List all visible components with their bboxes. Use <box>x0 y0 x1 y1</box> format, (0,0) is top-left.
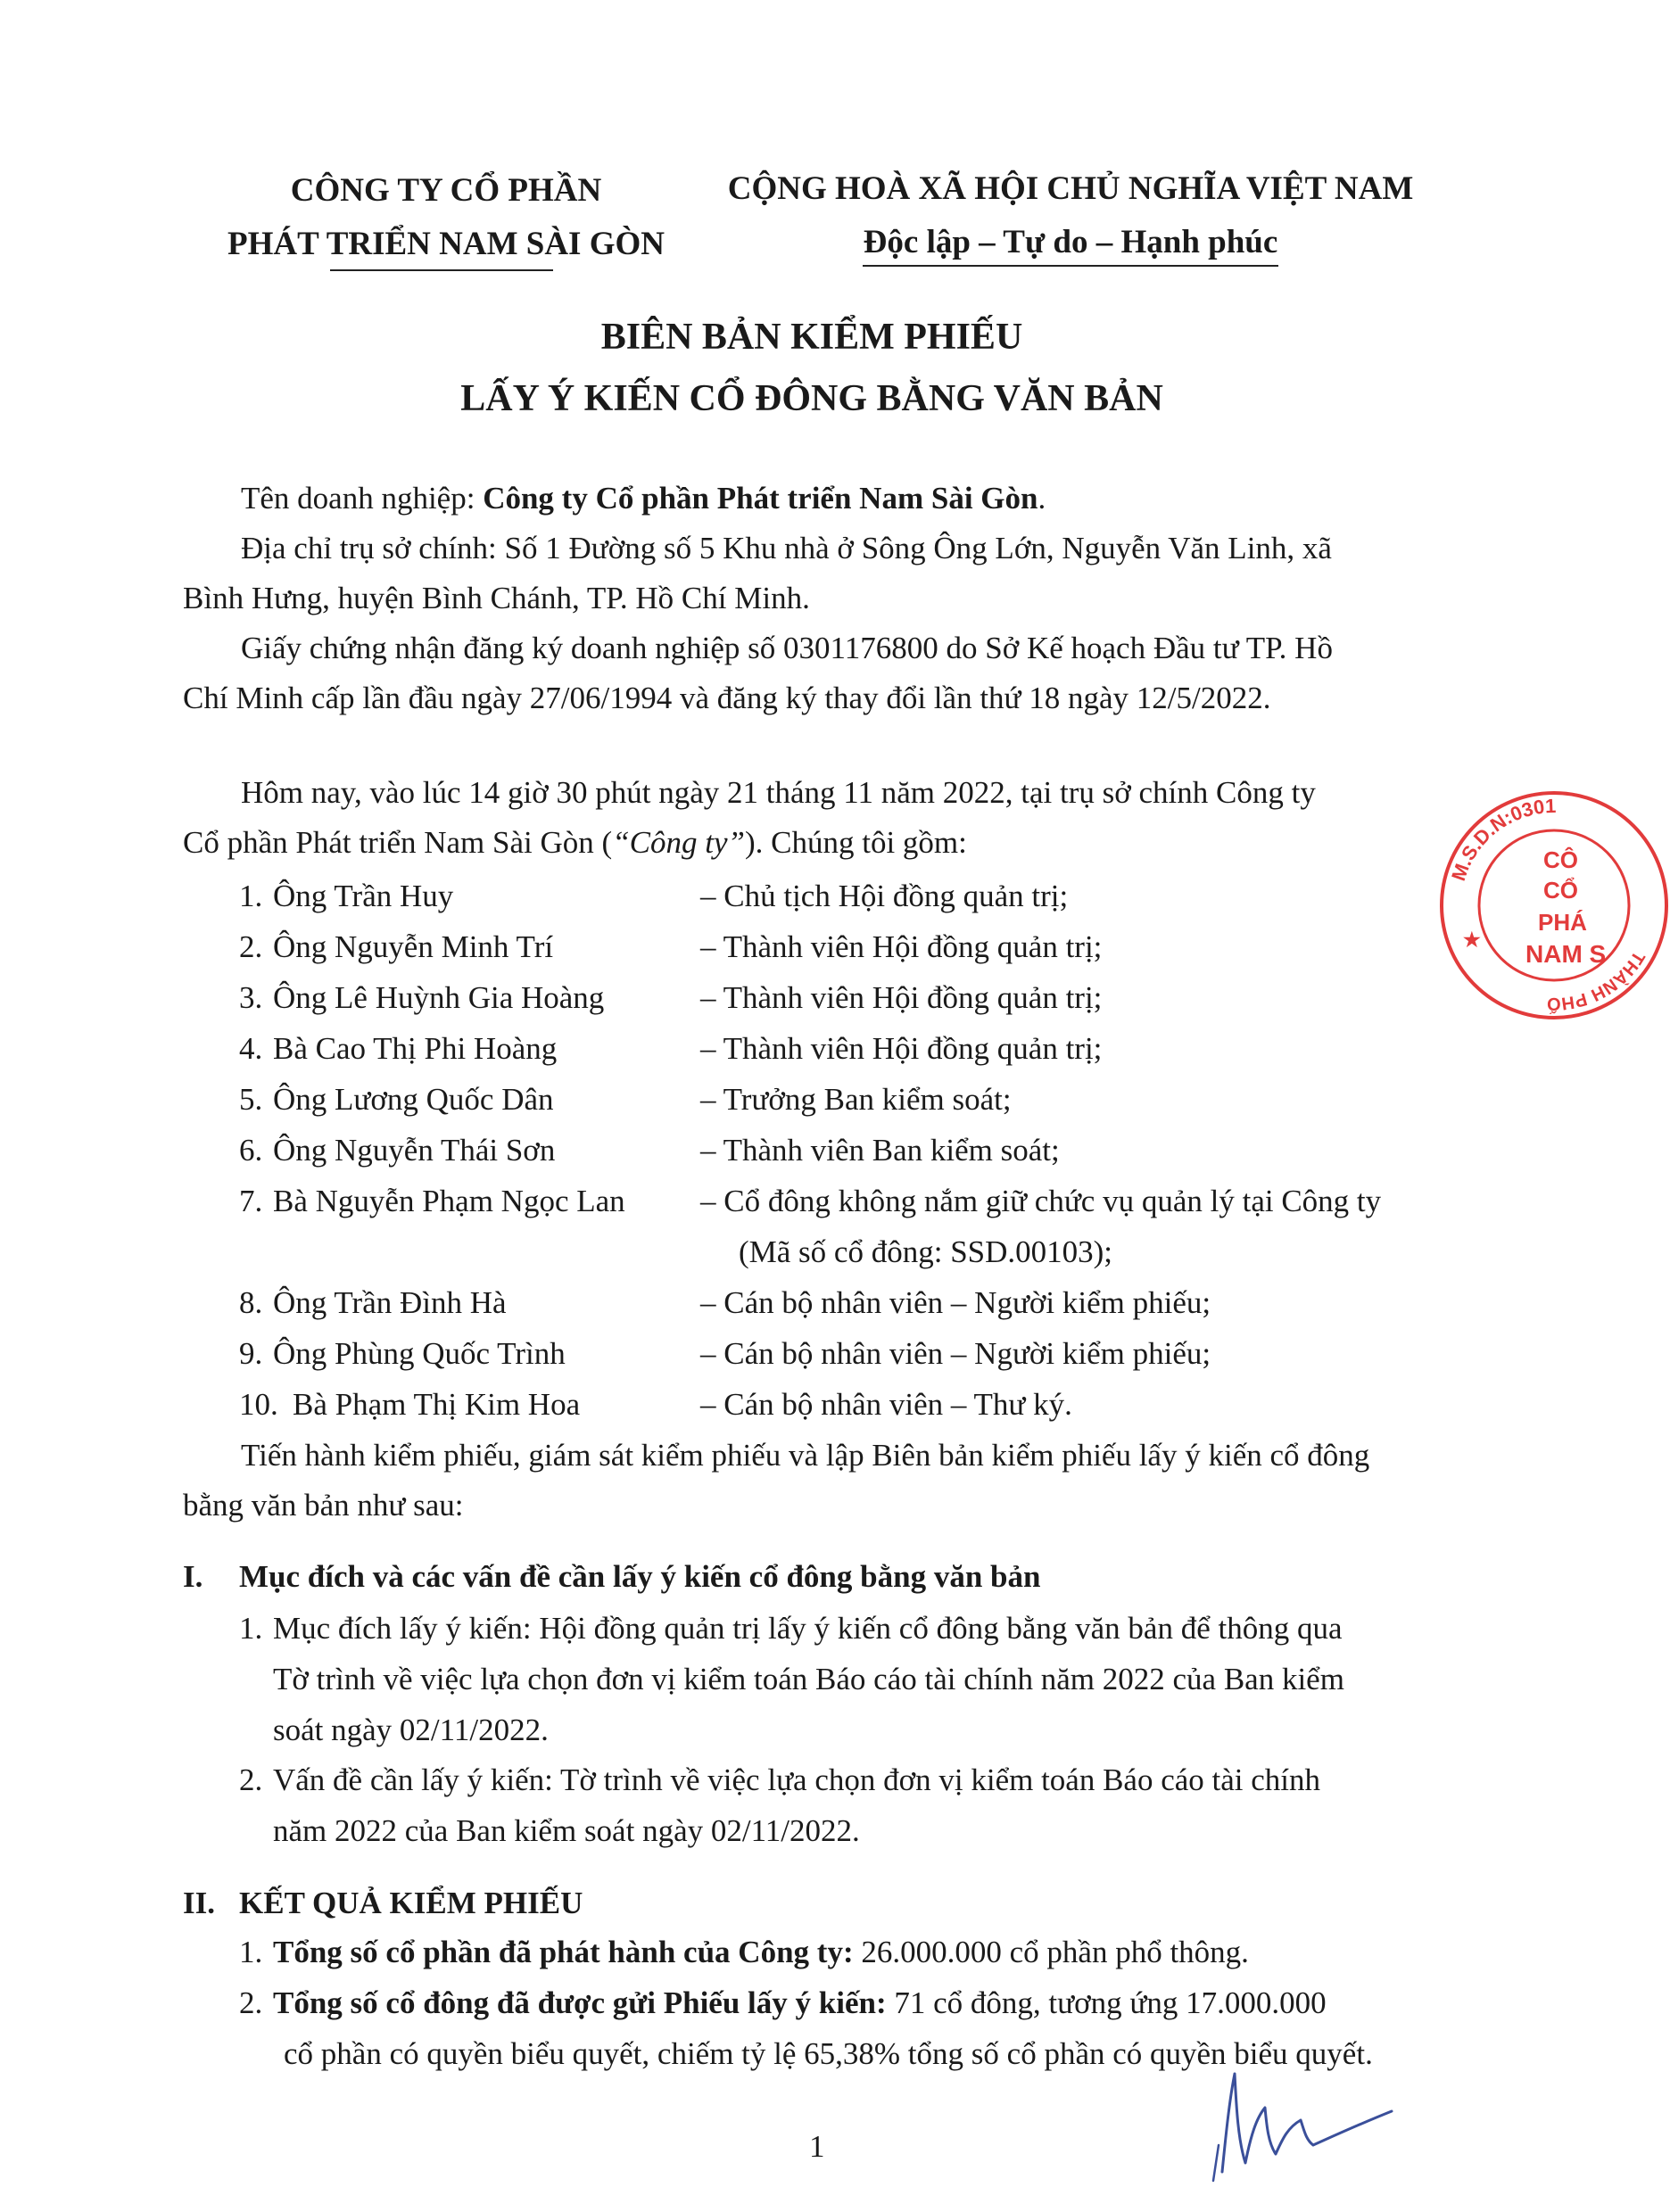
member-name: Ông Trần Huy <box>273 879 454 913</box>
meeting-line2-post: ). Chúng tôi gồm: <box>744 825 967 860</box>
member-number: 6. <box>239 1133 263 1168</box>
page-number: 1 <box>809 2129 825 2164</box>
company-underline <box>330 269 553 271</box>
member-name: Bà Phạm Thị Kim Hoa <box>293 1387 581 1422</box>
member-role: – Thành viên Hội đồng quản trị; <box>700 980 1103 1015</box>
shareholders-sent-value: 71 cổ đông, tương ứng 17.000.000 <box>886 1985 1327 2020</box>
meeting-line2 <box>183 826 967 860</box>
issued-shares-label: Tổng số cổ phần đã phát hành của Công ty: <box>273 1935 854 1969</box>
proceed-line2: bằng văn bản như sau: <box>183 1488 464 1523</box>
seal-line3: PHÁ <box>1538 909 1587 936</box>
member-number: 10. <box>239 1387 278 1422</box>
company-name-line2: PHÁT TRIỂN NAM SÀI GÒN <box>227 226 665 262</box>
section1-item1-line1: Mục đích lấy ý kiến: Hội đồng quản trị lấy ý kiến cổ đông bằng văn bản để thông qua <box>273 1611 1343 1646</box>
member-name: Ông Phùng Quốc Trình <box>273 1336 566 1371</box>
meeting-line2-pre: Cổ phần Phát triển Nam Sài Gòn ( <box>183 825 613 860</box>
license-line2: Chí Minh cấp lần đầu ngày 27/06/1994 và đăng ký thay đổi lần thứ 18 ngày 12/5/2022. <box>183 681 1271 715</box>
meeting-line1: Hôm nay, vào lúc 14 giờ 30 phút ngày 21 tháng 11 năm 2022, tại trụ sở chính Công ty <box>241 775 1316 810</box>
member-name: Bà Nguyễn Phạm Ngọc Lan <box>273 1184 625 1218</box>
member-name: Ông Nguyễn Minh Trí <box>273 929 554 964</box>
member-number: 5. <box>239 1082 263 1117</box>
section1-number: I. <box>183 1559 203 1594</box>
member-number: 9. <box>239 1336 263 1371</box>
seal-city-text: THÀNH PHỐ <box>1546 947 1649 1014</box>
company-name-paragraph <box>241 482 1046 516</box>
member-role: – Thành viên Hội đồng quản trị; <box>700 1031 1103 1066</box>
member-role-continued: (Mã số cổ đông: SSD.00103); <box>739 1234 1113 1269</box>
motto-underline <box>863 265 1278 267</box>
address-line2: Bình Hưng, huyện Bình Chánh, TP. Hồ Chí Minh. <box>183 581 810 615</box>
nation-motto: Độc lập – Tự do – Hạnh phúc <box>863 224 1278 260</box>
section2-item2-line2: cổ phần có quyền biểu quyết, chiếm tỷ lệ 65,38% tổng số cổ phần có quyền biểu quyết. <box>284 2036 1373 2071</box>
member-role: – Chủ tịch Hội đồng quản trị; <box>700 879 1069 913</box>
company-seal-icon <box>1438 789 1670 1021</box>
member-number: 2. <box>239 929 263 964</box>
member-number: 8. <box>239 1285 263 1320</box>
document-title-line1: BIÊN BẢN KIỂM PHIẾU <box>600 317 1023 358</box>
section2-item2-line1 <box>273 1986 1327 2020</box>
seal-line4: NAM S <box>1525 940 1607 968</box>
member-name: Bà Cao Thị Phi Hoàng <box>273 1031 558 1066</box>
member-name: Ông Trần Đình Hà <box>273 1285 507 1320</box>
company-alias: “Công ty” <box>612 825 745 860</box>
member-number: 1. <box>239 879 263 913</box>
member-role: – Trưởng Ban kiểm soát; <box>700 1082 1012 1117</box>
shareholders-sent-label: Tổng số cổ đông đã được gửi Phiếu lấy ý kiến: <box>273 1985 887 2020</box>
company-name-label: Tên doanh nghiệp: <box>241 481 484 516</box>
member-name: Ông Lê Huỳnh Gia Hoàng <box>273 980 605 1015</box>
section1-heading: Mục đích và các vấn đề cần lấy ý kiến cổ đông bằng văn bản <box>239 1559 1041 1594</box>
section1-item1-number: 1. <box>239 1611 263 1646</box>
seal-star-icon: ★ <box>1463 929 1481 951</box>
member-role: – Cán bộ nhân viên – Người kiểm phiếu; <box>700 1336 1211 1371</box>
section1-item1-line3: soát ngày 02/11/2022. <box>273 1713 549 1747</box>
member-role: – Thành viên Hội đồng quản trị; <box>700 929 1103 964</box>
nation-title: CỘNG HOÀ XÃ HỘI CHỦ NGHĨA VIỆT NAM <box>727 170 1414 207</box>
member-role: – Cán bộ nhân viên – Người kiểm phiếu; <box>700 1285 1211 1320</box>
section1-item2-line2: năm 2022 của Ban kiểm soát ngày 02/11/2022. <box>273 1813 860 1848</box>
section2-item1 <box>273 1936 1249 1969</box>
member-number: 4. <box>239 1031 263 1066</box>
issued-shares-value: 26.000.000 cổ phần phổ thông. <box>853 1935 1249 1969</box>
signature-icon <box>1195 2038 1401 2190</box>
member-role: – Thành viên Ban kiểm soát; <box>700 1133 1060 1168</box>
section2-item1-number: 1. <box>239 1935 263 1969</box>
company-name-line1: CÔNG TY CỔ PHẦN <box>290 172 602 209</box>
seal-code-text: M.S.D.N:0301 <box>1447 794 1557 884</box>
section2-heading: KẾT QUẢ KIỂM PHIẾU <box>239 1886 583 1920</box>
company-name-value: Công ty Cổ phần Phát triển Nam Sài Gòn <box>483 481 1038 516</box>
member-number: 7. <box>239 1184 263 1218</box>
member-role: – Cổ đông không nắm giữ chức vụ quản lý tại Công ty <box>700 1184 1382 1218</box>
section1-item2-number: 2. <box>239 1762 263 1797</box>
member-role: – Cán bộ nhân viên – Thư ký. <box>700 1387 1072 1422</box>
address-line1: Địa chỉ trụ sở chính: Số 1 Đường số 5 Khu nhà ở Sông Ông Lớn, Nguyễn Văn Linh, xã <box>241 531 1332 565</box>
section2-number: II. <box>183 1886 215 1920</box>
member-name: Ông Lương Quốc Dân <box>273 1082 554 1117</box>
seal-line2: CỔ <box>1543 877 1578 904</box>
section1-item2-line1: Vấn đề cần lấy ý kiến: Tờ trình về việc lựa chọn đơn vị kiểm toán Báo cáo tài chính <box>273 1762 1321 1797</box>
section1-item1-line2: Tờ trình về việc lựa chọn đơn vị kiểm toán Báo cáo tài chính năm 2022 của Ban kiểm <box>273 1662 1344 1696</box>
document-title-line2: LẤY Ý KIẾN CỔ ĐÔNG BẰNG VĂN BẢN <box>460 378 1163 419</box>
company-name-end: . <box>1038 481 1046 516</box>
seal-line1: CÔ <box>1543 846 1578 873</box>
section2-item2-number: 2. <box>239 1985 263 2020</box>
member-number: 3. <box>239 980 263 1015</box>
member-name: Ông Nguyễn Thái Sơn <box>273 1133 556 1168</box>
license-line1: Giấy chứng nhận đăng ký doanh nghiệp số 0301176800 do Sở Kế hoạch Đầu tư TP. Hồ <box>241 631 1333 665</box>
proceed-line1: Tiến hành kiểm phiếu, giám sát kiểm phiếu và lập Biên bản kiểm phiếu lấy ý kiến cổ đông <box>241 1438 1370 1473</box>
